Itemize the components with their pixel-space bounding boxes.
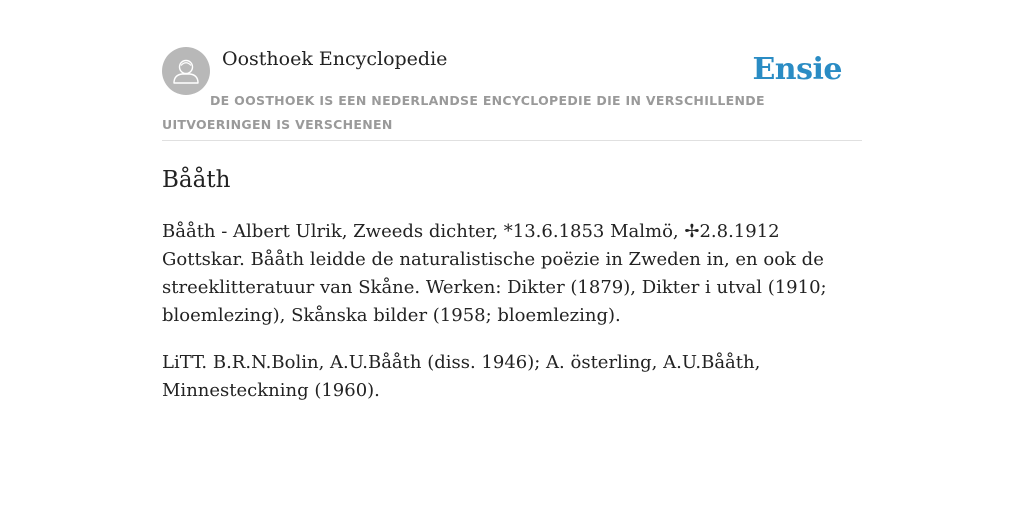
page-container: [162, 46, 862, 405]
source-description: DE OOSTHOEK IS EEN NEDERLANDSE ENCYCLOPEDIE DIE IN VERSCHILLENDE UITVOERINGEN IS VERSCHENEN: [162, 93, 765, 132]
avatar-silhouette: [162, 47, 210, 95]
article-title: Bååth: [162, 167, 231, 193]
source-header: [162, 46, 862, 141]
ensie-logo[interactable]: Ensie: [752, 52, 842, 87]
article-paragraph: Bååth - Albert Ulrik, Zweeds dichter, *13.6.1853 Malmö, ✢2.8.1912 Gottskar. Bååth leidde de naturalistische poëzie in Zweden in, en ook de streeklitteratuur van Skåne. Werken: Dikter (1879), Dikter i utval (1910; bloemlezing), Skånska bilder (1958; bloemlezing).: [162, 221, 827, 326]
user-avatar-icon[interactable]: [162, 47, 210, 95]
article-paragraph: LiTT. B.R.N.Bolin, A.U.Bååth (diss. 1946); A. österling, A.U.Bååth, Minnesteckning (1960).: [162, 352, 761, 401]
source-name[interactable]: Oosthoek Encyclopedie: [222, 48, 448, 70]
